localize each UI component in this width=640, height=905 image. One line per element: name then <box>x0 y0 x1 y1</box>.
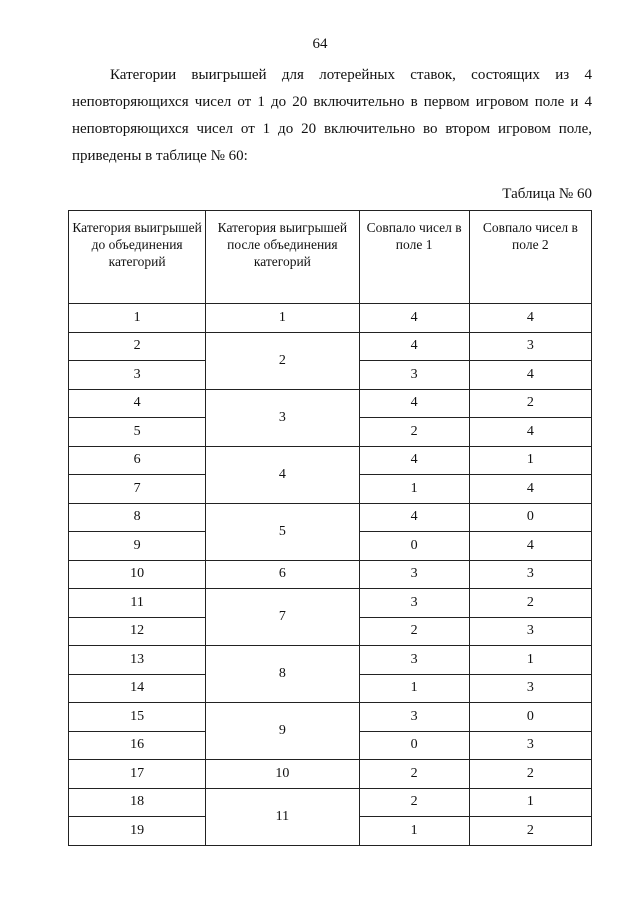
cell-before: 18 <box>69 788 206 817</box>
cell-field2: 3 <box>469 332 591 361</box>
cell-after: 1 <box>206 304 359 333</box>
intro-line: неповторяющихся чисел от 1 до 20 включительно во втором игровом поле, <box>72 121 592 137</box>
cell-field1: 2 <box>359 760 469 789</box>
cell-after: 7 <box>206 589 359 646</box>
cell-field2: 1 <box>469 446 591 475</box>
cell-before: 11 <box>69 589 206 618</box>
cell-field2: 1 <box>469 788 591 817</box>
cell-after: 6 <box>206 560 359 589</box>
table-row <box>69 446 592 475</box>
cell-field1: 3 <box>359 703 469 732</box>
cell-after: 11 <box>206 788 359 845</box>
cell-before: 15 <box>69 703 206 732</box>
cell-before: 3 <box>69 361 206 390</box>
cell-field2: 3 <box>469 674 591 703</box>
cell-field1: 4 <box>359 304 469 333</box>
header-field-2: Совпало чисел в поле 2 <box>469 211 591 304</box>
cell-before: 12 <box>69 617 206 646</box>
cell-field2: 2 <box>469 817 591 846</box>
intro-paragraph <box>72 62 592 170</box>
cell-field2: 0 <box>469 703 591 732</box>
cell-before: 14 <box>69 674 206 703</box>
cell-field1: 4 <box>359 503 469 532</box>
cell-before: 9 <box>69 532 206 561</box>
cell-after: 9 <box>206 703 359 760</box>
cell-before: 13 <box>69 646 206 675</box>
cell-field2: 1 <box>469 646 591 675</box>
table-row <box>69 646 592 675</box>
cell-before: 17 <box>69 760 206 789</box>
cell-after: 10 <box>206 760 359 789</box>
cell-field1: 1 <box>359 817 469 846</box>
cell-field1: 0 <box>359 731 469 760</box>
cell-field1: 2 <box>359 617 469 646</box>
table-row <box>69 389 592 418</box>
cell-field2: 2 <box>469 589 591 618</box>
cell-field2: 4 <box>469 475 591 504</box>
intro-line: Категории выигрышей для лотерейных ставок, состоящих из 4 <box>110 67 592 83</box>
cell-before: 10 <box>69 560 206 589</box>
cell-field2: 3 <box>469 731 591 760</box>
cell-field1: 2 <box>359 418 469 447</box>
table-row <box>69 304 592 333</box>
table-row <box>69 332 592 361</box>
table-header-row <box>69 211 592 304</box>
cell-field1: 4 <box>359 332 469 361</box>
table-row <box>69 760 592 789</box>
table-caption: Таблица № 60 <box>502 186 592 202</box>
winning-categories-table <box>68 210 592 846</box>
intro-line: приведены в таблице № 60: <box>72 148 248 164</box>
cell-field1: 1 <box>359 674 469 703</box>
cell-field2: 4 <box>469 418 591 447</box>
table-row <box>69 788 592 817</box>
table-row <box>69 703 592 732</box>
cell-before: 1 <box>69 304 206 333</box>
cell-before: 19 <box>69 817 206 846</box>
cell-field1: 1 <box>359 475 469 504</box>
cell-before: 8 <box>69 503 206 532</box>
cell-field2: 2 <box>469 760 591 789</box>
cell-before: 6 <box>69 446 206 475</box>
cell-before: 5 <box>69 418 206 447</box>
cell-field1: 2 <box>359 788 469 817</box>
cell-before: 4 <box>69 389 206 418</box>
cell-after: 8 <box>206 646 359 703</box>
table-row <box>69 503 592 532</box>
cell-field1: 4 <box>359 389 469 418</box>
cell-field1: 3 <box>359 361 469 390</box>
cell-field2: 2 <box>469 389 591 418</box>
cell-after: 4 <box>206 446 359 503</box>
cell-field2: 0 <box>469 503 591 532</box>
header-category-before: Категория выигрышей до объединения категорий <box>69 211 206 304</box>
cell-field1: 0 <box>359 532 469 561</box>
cell-field1: 3 <box>359 646 469 675</box>
cell-field1: 3 <box>359 589 469 618</box>
header-category-after: Категория выигрышей после объединения категорий <box>206 211 359 304</box>
cell-before: 7 <box>69 475 206 504</box>
cell-field1: 4 <box>359 446 469 475</box>
intro-line: неповторяющихся чисел от 1 до 20 включительно в первом игровом поле и 4 <box>72 94 592 110</box>
cell-before: 2 <box>69 332 206 361</box>
table-row <box>69 589 592 618</box>
page-number: 64 <box>312 36 328 52</box>
table-row <box>69 560 592 589</box>
cell-field2: 4 <box>469 361 591 390</box>
cell-field2: 4 <box>469 304 591 333</box>
header-field-1: Совпало чисел в поле 1 <box>359 211 469 304</box>
cell-field2: 4 <box>469 532 591 561</box>
cell-field2: 3 <box>469 617 591 646</box>
cell-field1: 3 <box>359 560 469 589</box>
cell-before: 16 <box>69 731 206 760</box>
cell-field2: 3 <box>469 560 591 589</box>
cell-after: 5 <box>206 503 359 560</box>
cell-after: 3 <box>206 389 359 446</box>
cell-after: 2 <box>206 332 359 389</box>
